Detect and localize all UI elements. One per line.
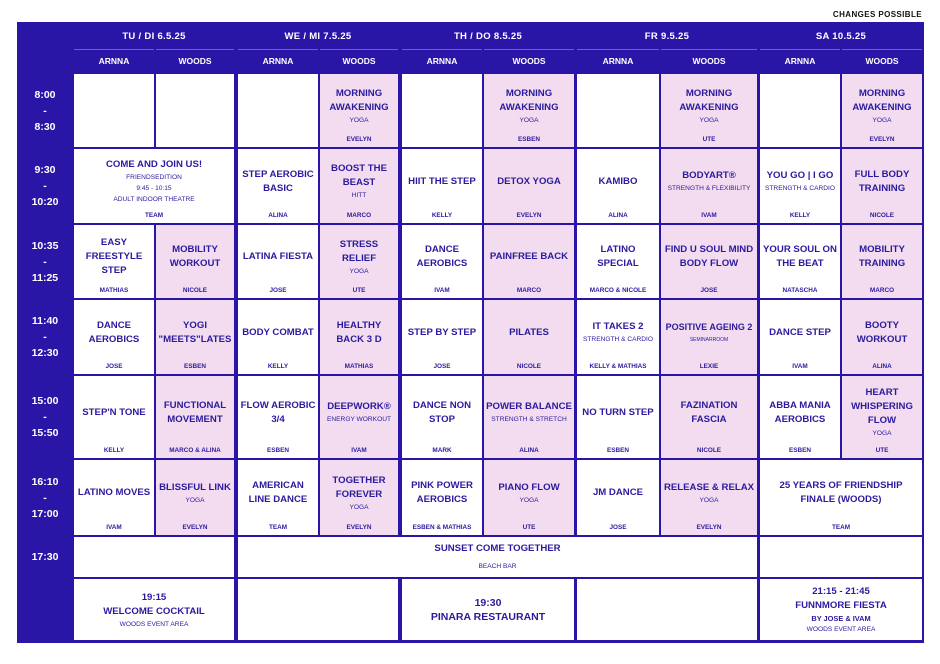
session-trainer: KELLY bbox=[103, 447, 125, 454]
time-slot-1035 bbox=[17, 225, 73, 298]
session-trainer: UTE bbox=[352, 287, 366, 294]
session-trainer: TEAM bbox=[268, 524, 288, 531]
time-from: 8:00 bbox=[34, 88, 56, 101]
session-subtitle: STRENGTH & CARDIO bbox=[583, 336, 653, 343]
time-sep: - bbox=[43, 331, 47, 343]
session-trainer: JOSE bbox=[269, 287, 287, 294]
session-card[interactable] bbox=[238, 460, 318, 535]
session-trainer: ESBEN & MATHIAS bbox=[412, 524, 472, 531]
session-trainer: EVELYN bbox=[346, 136, 372, 143]
session-name: DANCE NON STOP bbox=[412, 399, 472, 425]
session-trainer: UTE bbox=[875, 447, 889, 454]
session-name: MOBILITY TRAINING bbox=[858, 244, 906, 269]
session-trainer: UTE bbox=[522, 524, 536, 531]
session-subtitle: YOGA bbox=[349, 116, 369, 124]
room-label: ARNNA bbox=[426, 56, 458, 66]
session-location: BEACH BAR bbox=[478, 563, 517, 570]
session-name: JM DANCE bbox=[592, 487, 644, 498]
session-name: DANCE STEP bbox=[769, 326, 831, 338]
session-card[interactable] bbox=[74, 460, 154, 535]
session-card[interactable] bbox=[238, 300, 318, 374]
session-name: SUNSET COME TOGETHER bbox=[434, 543, 561, 554]
session-card[interactable] bbox=[402, 376, 482, 458]
day-header-tu bbox=[74, 25, 234, 48]
session-empty bbox=[760, 74, 840, 147]
session-empty bbox=[74, 74, 154, 147]
session-name: YOU GO | I GO bbox=[766, 170, 834, 181]
session-trainer: NICOLE bbox=[516, 363, 542, 370]
session-trainer: ESBEN bbox=[266, 447, 290, 454]
session-trainer: MARCO & ALINA bbox=[169, 447, 221, 454]
session-card[interactable] bbox=[402, 300, 482, 374]
session-name: LATINO MOVES bbox=[77, 487, 151, 498]
session-subtitle: STRENGTH & FLEXIBILITY bbox=[667, 185, 751, 192]
session-name: DETOX YOGA bbox=[497, 175, 561, 187]
session-name: COME AND JOIN US! bbox=[105, 159, 203, 170]
session-empty bbox=[238, 579, 398, 640]
session-trainer: ALINA bbox=[608, 212, 628, 219]
time-to: 12:30 bbox=[31, 347, 59, 359]
session-card[interactable] bbox=[320, 300, 398, 374]
session-card[interactable] bbox=[320, 74, 398, 147]
event-location: WOODS EVENT AREA bbox=[806, 626, 876, 633]
room-label: ARNNA bbox=[602, 56, 634, 66]
session-card[interactable] bbox=[484, 376, 574, 458]
session-name: PINK POWER AEROBICS bbox=[411, 480, 473, 505]
session-trainer: ESBEN bbox=[788, 447, 812, 454]
session-name: RELEASE & RELAX bbox=[663, 481, 755, 493]
session-name: DANCE AEROBICS bbox=[416, 244, 468, 269]
room-label: ARNNA bbox=[784, 56, 816, 66]
session-trainer: MATHIAS bbox=[99, 287, 129, 294]
session-trainer: IVAM bbox=[106, 524, 122, 531]
session-card[interactable] bbox=[842, 376, 922, 458]
session-trainer: JOSE bbox=[609, 524, 627, 531]
event-location: WOODS EVENT AREA bbox=[119, 620, 189, 628]
session-trainer: ALINA bbox=[519, 447, 539, 454]
session-name: YOGI "MEETS"LATES bbox=[158, 319, 232, 345]
session-trainer: KELLY & MATHIAS bbox=[589, 363, 647, 370]
session-name: FLOW AEROBIC 3/4 bbox=[240, 399, 316, 425]
session-name: BODY COMBAT bbox=[242, 326, 314, 338]
session-subtitle: YOGA bbox=[872, 430, 892, 437]
time-sep: - bbox=[43, 491, 47, 504]
session-trainer: NICOLE bbox=[182, 287, 208, 294]
session-card[interactable] bbox=[760, 225, 840, 298]
session-card[interactable] bbox=[156, 460, 234, 535]
session-trainer: MARCO & NICOLE bbox=[589, 287, 647, 294]
session-subtitle: YOGA bbox=[872, 116, 892, 124]
session-trainer: ALINA bbox=[268, 212, 288, 219]
session-card[interactable] bbox=[661, 74, 757, 147]
session-name: YOUR SOUL ON THE BEAT bbox=[763, 244, 837, 269]
room-label: WOODS bbox=[178, 56, 212, 66]
time-to: 15:50 bbox=[31, 427, 59, 439]
session-card[interactable] bbox=[238, 225, 318, 298]
session-trainer: ALINA bbox=[872, 363, 892, 370]
session-name: NO TURN STEP bbox=[582, 406, 654, 418]
session-subtitle: HITT bbox=[351, 192, 367, 199]
session-name: DEEPWORK® bbox=[327, 401, 391, 412]
session-card[interactable] bbox=[842, 74, 922, 147]
session-empty bbox=[577, 579, 757, 640]
session-card-finale[interactable] bbox=[760, 460, 922, 535]
session-card[interactable] bbox=[402, 225, 482, 298]
session-card[interactable] bbox=[661, 225, 757, 298]
session-trainer: KELLY bbox=[431, 212, 453, 219]
room-label: ARNNA bbox=[262, 56, 294, 66]
session-card[interactable] bbox=[760, 300, 840, 374]
session-trainer: ESBEN bbox=[517, 136, 541, 143]
room-header-woods bbox=[661, 49, 757, 72]
session-card[interactable] bbox=[74, 225, 154, 298]
session-name: LATINO SPECIAL bbox=[597, 244, 639, 269]
session-name: KAMIBO bbox=[598, 175, 638, 187]
room-label: WOODS bbox=[342, 56, 376, 66]
time-from: 17:30 bbox=[31, 551, 59, 563]
session-empty bbox=[74, 537, 234, 577]
time-to: 10:20 bbox=[31, 196, 59, 208]
evening-event-welcome[interactable] bbox=[74, 579, 234, 640]
session-name: HIIT THE STEP bbox=[408, 175, 476, 187]
session-name: PIANO FLOW bbox=[498, 481, 560, 493]
changes-possible-note: CHANGES POSSIBLE bbox=[832, 10, 922, 19]
session-name: BODYART® bbox=[682, 170, 736, 181]
session-name: 25 YEARS OF FRIENDSHIP FINALE (WOODS) bbox=[779, 480, 903, 505]
session-subtitle: SEMINARROOM bbox=[689, 337, 729, 343]
time-slot-0800 bbox=[17, 74, 73, 147]
session-subtitle: YOGA bbox=[519, 496, 539, 504]
session-trainer: JOSE bbox=[700, 287, 718, 294]
session-name: MORNING AWAKENING bbox=[852, 87, 912, 113]
day-label: SA 10.5.25 bbox=[815, 31, 867, 42]
session-name: STEP BY STEP bbox=[407, 326, 477, 338]
session-trainer: JOSE bbox=[433, 363, 451, 370]
session-card[interactable] bbox=[484, 149, 574, 223]
session-name: BOOST THE BEAST bbox=[331, 163, 387, 188]
room-header-arnna bbox=[760, 49, 840, 72]
session-trainer: NICOLE bbox=[869, 212, 895, 219]
session-name: BOOTY WORKOUT bbox=[856, 319, 908, 345]
session-trainer: MATHIAS bbox=[344, 363, 374, 370]
session-name: STEP'N TONE bbox=[82, 406, 146, 418]
session-subtitle: YOGA bbox=[349, 267, 369, 275]
session-card[interactable] bbox=[760, 149, 840, 223]
room-label: WOODS bbox=[692, 56, 726, 66]
session-card[interactable] bbox=[320, 225, 398, 298]
session-card[interactable] bbox=[577, 149, 659, 223]
time-sep: - bbox=[43, 180, 47, 192]
day-header-we bbox=[238, 25, 398, 48]
session-name: STEP AEROBIC BASIC bbox=[242, 168, 314, 194]
session-card[interactable] bbox=[760, 376, 840, 458]
event-name: WELCOME COCKTAIL bbox=[103, 605, 205, 617]
session-card[interactable] bbox=[402, 149, 482, 223]
session-empty bbox=[156, 74, 234, 147]
session-subtitle: YOGA bbox=[699, 116, 719, 124]
session-name: FIND U SOUL MIND BODY FLOW bbox=[664, 244, 754, 269]
time-to: 11:25 bbox=[31, 271, 59, 284]
session-trainer: MARCO bbox=[869, 287, 895, 294]
room-header-arnna bbox=[74, 49, 154, 72]
session-card-sunset[interactable] bbox=[238, 537, 757, 577]
session-trainer: NATASCHA bbox=[782, 287, 818, 294]
session-card[interactable] bbox=[238, 376, 318, 458]
session-name: HEART WHISPERING FLOW bbox=[851, 387, 913, 426]
event-time: 19:15 bbox=[141, 591, 167, 603]
session-name: AMERICAN LINE DANCE bbox=[248, 480, 308, 505]
session-trainer: KELLY bbox=[267, 363, 289, 370]
session-card[interactable] bbox=[74, 300, 154, 374]
session-card[interactable] bbox=[484, 460, 574, 535]
evening-event-funnmore[interactable] bbox=[760, 579, 922, 640]
session-subtitle: YOGA bbox=[699, 496, 719, 504]
session-trainer: MARK bbox=[432, 447, 452, 454]
session-trainer: IVAM bbox=[701, 212, 717, 219]
session-card[interactable] bbox=[661, 149, 757, 223]
session-name: MORNING AWAKENING bbox=[499, 87, 559, 113]
session-time: 9:45 - 10:15 bbox=[136, 185, 172, 192]
session-subtitle: STRENGTH & CARDIO bbox=[765, 185, 835, 192]
session-name: DANCE AEROBICS bbox=[88, 319, 140, 345]
session-card[interactable] bbox=[74, 376, 154, 458]
time-slot-0930 bbox=[17, 149, 73, 223]
session-name: POWER BALANCE bbox=[486, 401, 572, 412]
session-card[interactable] bbox=[577, 460, 659, 535]
session-name: STRESS RELIEF bbox=[339, 238, 379, 264]
session-card[interactable] bbox=[484, 74, 574, 147]
time-slot-1610 bbox=[17, 460, 73, 535]
session-empty bbox=[238, 74, 318, 147]
session-name: FAZINATION FASCIA bbox=[680, 399, 738, 425]
session-name: PILATES bbox=[509, 326, 549, 338]
session-empty bbox=[760, 537, 922, 577]
event-name: PINARA RESTAURANT bbox=[430, 611, 546, 623]
time-from: 11:40 bbox=[31, 315, 59, 327]
day-label: WE / MI 7.5.25 bbox=[284, 31, 352, 42]
room-header-woods bbox=[484, 49, 574, 72]
session-card[interactable] bbox=[842, 225, 922, 298]
session-name: FULL BODY TRAINING bbox=[854, 168, 910, 194]
day-header-fr bbox=[577, 25, 757, 48]
room-header-arnna bbox=[238, 49, 318, 72]
time-sep: - bbox=[43, 411, 47, 423]
session-empty bbox=[402, 74, 482, 147]
session-trainer: TEAM bbox=[144, 212, 164, 219]
session-location: ADULT INDOOR THEATRE bbox=[113, 196, 195, 203]
time-sep: - bbox=[43, 255, 47, 268]
session-trainer: ESBEN bbox=[606, 447, 630, 454]
time-from: 10:35 bbox=[31, 239, 59, 252]
session-card[interactable] bbox=[661, 300, 757, 374]
session-name: ABBA MANIA AEROBICS bbox=[769, 399, 831, 425]
session-trainer: LEXIE bbox=[699, 363, 719, 370]
time-to: 17:00 bbox=[31, 507, 59, 520]
session-name: MOBILITY WORKOUT bbox=[169, 244, 221, 269]
day-header-sa bbox=[760, 25, 922, 48]
time-from: 9:30 bbox=[34, 164, 56, 176]
time-sep: - bbox=[43, 104, 47, 117]
session-name: HEALTHY BACK 3 D bbox=[336, 319, 382, 345]
session-card[interactable] bbox=[577, 225, 659, 298]
session-card[interactable] bbox=[238, 149, 318, 223]
session-trainer: ESBEN bbox=[183, 363, 207, 370]
room-header-woods bbox=[156, 49, 234, 72]
room-header-woods bbox=[320, 49, 398, 72]
session-trainer: TEAM bbox=[831, 524, 851, 531]
day-label: FR 9.5.25 bbox=[644, 31, 690, 42]
session-name: FUNCTIONAL MOVEMENT bbox=[163, 399, 227, 425]
session-name: LATINA FIESTA bbox=[242, 251, 314, 262]
session-subtitle: YOGA bbox=[519, 116, 539, 124]
session-trainer: EVELYN bbox=[869, 136, 895, 143]
day-label: TH / DO 8.5.25 bbox=[453, 31, 523, 42]
room-header-arnna bbox=[577, 49, 659, 72]
session-name: MORNING AWAKENING bbox=[679, 87, 739, 113]
session-card[interactable] bbox=[484, 300, 574, 374]
session-trainer: KELLY bbox=[789, 212, 811, 219]
session-subtitle: ENERGY WORKOUT bbox=[327, 416, 391, 423]
session-card[interactable] bbox=[320, 376, 398, 458]
session-card[interactable] bbox=[661, 460, 757, 535]
session-trainer: EVELYN bbox=[696, 524, 722, 531]
time-from: 15:00 bbox=[31, 395, 59, 407]
session-name: TOGETHER FOREVER bbox=[332, 474, 386, 500]
session-card[interactable] bbox=[156, 300, 234, 374]
session-trainer: UTE bbox=[702, 136, 716, 143]
session-subtitle: YOGA bbox=[349, 503, 369, 511]
session-trainer: EVELYN bbox=[346, 524, 372, 531]
time-slot-1500 bbox=[17, 376, 73, 458]
day-header-th bbox=[402, 25, 574, 48]
session-card[interactable] bbox=[402, 460, 482, 535]
evening-event-pinara[interactable] bbox=[402, 579, 574, 640]
session-name: POSITIVE AGEING 2 bbox=[665, 322, 753, 332]
session-card[interactable] bbox=[484, 225, 574, 298]
event-name: FUNNMORE FIESTA bbox=[795, 600, 887, 611]
session-trainer: EVELYN bbox=[516, 212, 542, 219]
session-card[interactable] bbox=[577, 300, 659, 374]
day-label: TU / DI 6.5.25 bbox=[122, 31, 186, 42]
session-trainer: IVAM bbox=[792, 363, 808, 370]
session-empty bbox=[577, 74, 659, 147]
event-time: 21:15 - 21:45 bbox=[812, 586, 870, 597]
room-label: ARNNA bbox=[98, 56, 130, 66]
session-card[interactable] bbox=[577, 376, 659, 458]
session-trainer: MARCO bbox=[346, 212, 372, 219]
session-name: PAINFREE BACK bbox=[489, 251, 569, 262]
session-subtitle: YOGA bbox=[185, 496, 205, 504]
session-card[interactable] bbox=[320, 460, 398, 535]
room-label: WOODS bbox=[865, 56, 899, 66]
session-name: EASY FREESTYLE STEP bbox=[85, 237, 143, 276]
room-header-arnna bbox=[402, 49, 482, 72]
session-trainer: NICOLE bbox=[696, 447, 722, 454]
session-name: IT TAKES 2 bbox=[592, 321, 644, 332]
time-slot-1730 bbox=[17, 537, 73, 577]
session-name: MORNING AWAKENING bbox=[329, 87, 389, 113]
session-trainer: IVAM bbox=[434, 287, 450, 294]
schedule-grid bbox=[17, 22, 924, 643]
session-subtitle: STRENGTH & STRETCH bbox=[491, 416, 567, 423]
event-host: BY JOSE & IVAM bbox=[811, 614, 871, 623]
session-subtitle: FRIENDSEDITION bbox=[126, 174, 182, 181]
session-trainer: JOSE bbox=[105, 363, 123, 370]
session-card[interactable] bbox=[842, 300, 922, 374]
session-card[interactable] bbox=[661, 376, 757, 458]
time-to: 8:30 bbox=[34, 120, 56, 133]
session-trainer: MARCO bbox=[516, 287, 542, 294]
room-header-woods bbox=[842, 49, 922, 72]
session-card[interactable] bbox=[320, 149, 398, 223]
session-card[interactable] bbox=[842, 149, 922, 223]
session-card[interactable] bbox=[156, 225, 234, 298]
session-trainer: IVAM bbox=[351, 447, 367, 454]
room-label: WOODS bbox=[512, 56, 546, 66]
session-card[interactable] bbox=[74, 149, 234, 223]
session-name: BLISSFUL LINK bbox=[159, 481, 231, 493]
event-time: 19:30 bbox=[474, 597, 502, 609]
time-from: 16:10 bbox=[31, 475, 59, 488]
session-card[interactable] bbox=[156, 376, 234, 458]
session-trainer: EVELYN bbox=[182, 524, 208, 531]
time-slot-1140 bbox=[17, 300, 73, 374]
